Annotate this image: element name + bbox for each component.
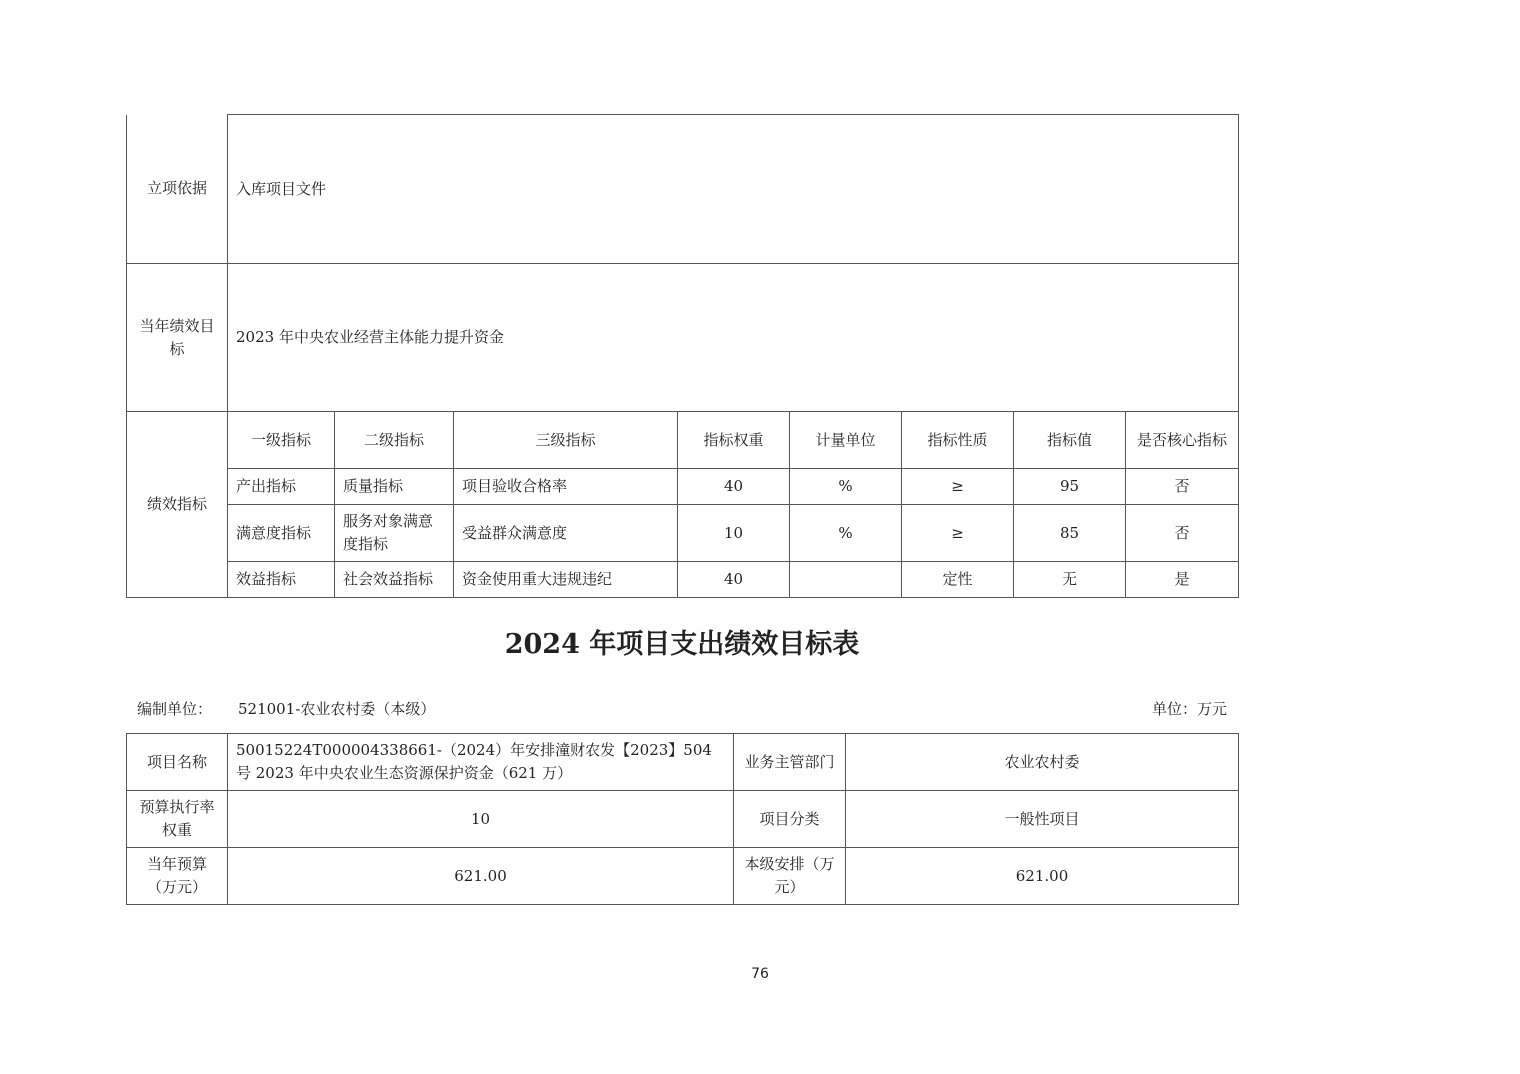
- level1-cell: 效益指标: [228, 562, 335, 598]
- table-row: [127, 469, 1239, 505]
- value-cell: 85: [1014, 505, 1126, 562]
- header-cell: 指标性质: [902, 412, 1014, 469]
- level-label: 本级安排（万元）: [734, 848, 846, 905]
- page-number: 76: [751, 966, 769, 982]
- value-cell: 无: [1014, 562, 1126, 598]
- nature-cell: ≥: [902, 505, 1014, 562]
- budget-value: 621.00: [228, 848, 734, 905]
- weight-cell: 40: [678, 562, 790, 598]
- exec-rate-value: 10: [228, 791, 734, 848]
- project-name-value: 50015224T000004338661-（2024）年安排潼财农发【2023】504 号 2023 年中央农业生态资源保护资金（621 万）: [228, 734, 734, 791]
- prep-unit-label: 编制单位：: [137, 700, 213, 718]
- level-value: 621.00: [846, 848, 1239, 905]
- unit-cell: [790, 562, 902, 598]
- table-row: [127, 505, 1239, 562]
- category-value: 一般性项目: [846, 791, 1239, 848]
- header-cell: 指标权重: [678, 412, 790, 469]
- weight-cell: 40: [678, 469, 790, 505]
- indicators-label: 绩效指标: [127, 412, 228, 598]
- core-cell: 否: [1126, 469, 1239, 505]
- category-label: 项目分类: [734, 791, 846, 848]
- unit-cell: %: [790, 469, 902, 505]
- basis-value: 入库项目文件: [228, 115, 1239, 264]
- value-cell: 95: [1014, 469, 1126, 505]
- dept-label: 业务主管部门: [734, 734, 846, 791]
- level3-cell: 项目验收合格率: [454, 469, 678, 505]
- level2-cell: 社会效益指标: [335, 562, 454, 598]
- weight-cell: 10: [678, 505, 790, 562]
- project-name-label: 项目名称: [127, 734, 228, 791]
- level2-cell: 质量指标: [335, 469, 454, 505]
- header-cell: 计量单位: [790, 412, 902, 469]
- goal-value: 2023 年中央农业经营主体能力提升资金: [228, 264, 1239, 412]
- header-cell: 是否核心指标: [1126, 412, 1239, 469]
- performance-table-continued: [126, 114, 1239, 598]
- level3-cell: 资金使用重大违规违纪: [454, 562, 678, 598]
- goal-label: 当年绩效目标: [127, 264, 228, 412]
- level3-cell: 受益群众满意度: [454, 505, 678, 562]
- table-row: [127, 562, 1239, 598]
- page-title: 2024 年项目支出绩效目标表: [504, 629, 860, 660]
- unit-cell: %: [790, 505, 902, 562]
- project-info-table: [126, 733, 1239, 905]
- level1-cell: 满意度指标: [228, 505, 335, 562]
- nature-cell: 定性: [902, 562, 1014, 598]
- level2-cell: 服务对象满意度指标: [335, 505, 454, 562]
- basis-label: 立项依据: [127, 115, 228, 264]
- level1-cell: 产出指标: [228, 469, 335, 505]
- core-cell: 否: [1126, 505, 1239, 562]
- currency-unit: 单位：万元: [1151, 700, 1227, 718]
- header-cell: 一级指标: [228, 412, 335, 469]
- budget-label: 当年预算（万元）: [127, 848, 228, 905]
- prep-unit-value: 521001-农业农村委（本级）: [238, 700, 436, 718]
- dept-value: 农业农村委: [846, 734, 1239, 791]
- header-cell: 指标值: [1014, 412, 1126, 469]
- nature-cell: ≥: [902, 469, 1014, 505]
- header-cell: 二级指标: [335, 412, 454, 469]
- core-cell: 是: [1126, 562, 1239, 598]
- exec-rate-label: 预算执行率权重: [127, 791, 228, 848]
- header-cell: 三级指标: [454, 412, 678, 469]
